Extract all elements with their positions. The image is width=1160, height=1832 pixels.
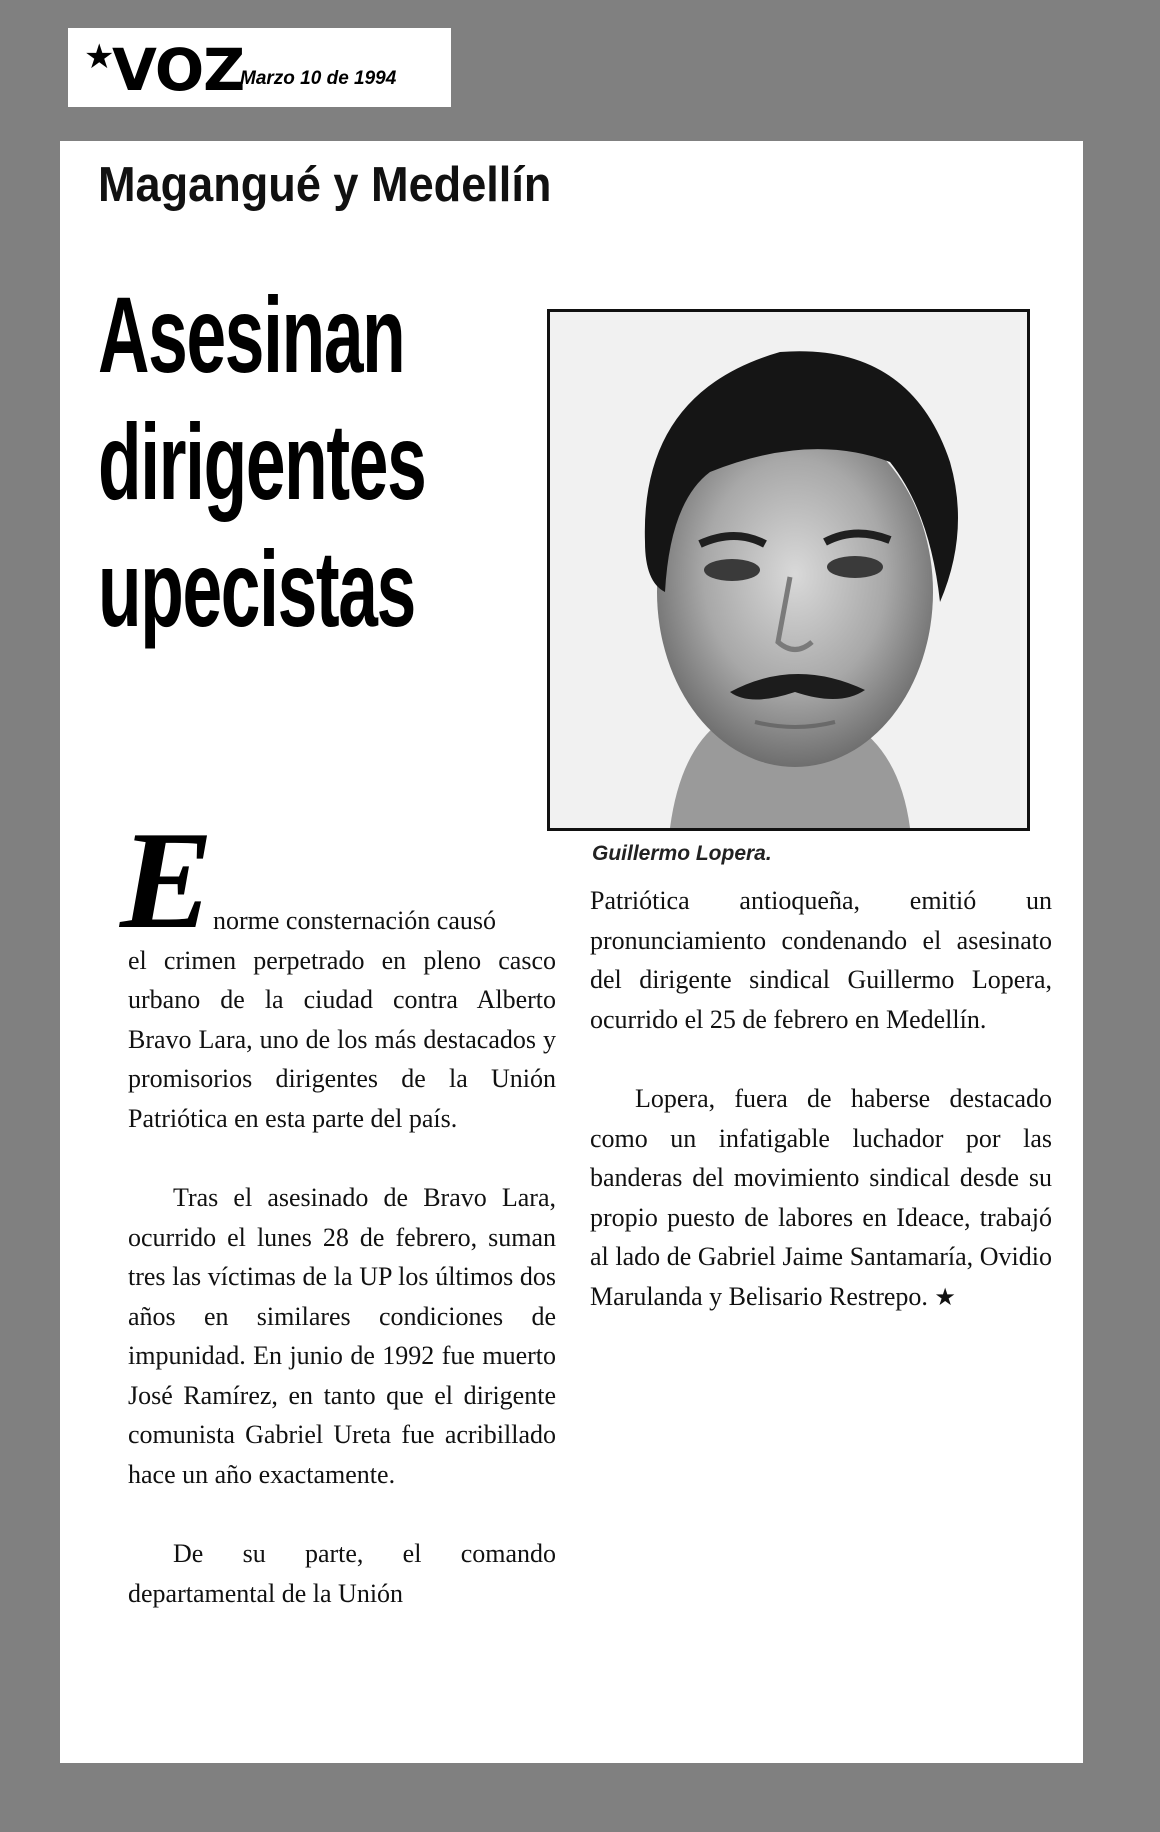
star-icon: ★ <box>84 37 115 77</box>
article-clipping <box>60 141 1083 1763</box>
article-kicker: Magangué y Medellín <box>98 158 552 212</box>
paragraph <box>590 1079 1052 1317</box>
article-headline <box>98 271 426 652</box>
masthead <box>68 28 451 107</box>
portrait-photo <box>547 309 1030 831</box>
headline-line: upecistas <box>98 528 415 649</box>
paragraph-text: Lopera, fuera de haberse destacado como un infatigable luchador por las banderas del movimiento sindical desde su propio puesto de labores en Ideace, trabajó al lado de Gabriel Jaime Santamaría, Ovidio Marulanda y Belisario Restrepo. <box>590 1084 1052 1311</box>
article-column-right <box>590 881 1052 1357</box>
article-column-left <box>128 901 556 1653</box>
headline-line: dirigentes <box>98 401 426 522</box>
paragraph: Patriótica antioqueña, emitió un pronunciamiento condenando el asesinato del dirigente sindical Guillermo Lopera, ocurrido el 25 de febrero en Medellín. <box>590 886 1052 1034</box>
photo-caption: Guillermo Lopera. <box>592 842 772 865</box>
portrait-image <box>550 312 1027 828</box>
paragraph-text: el crimen perpetrado en pleno casco urbano de la ciudad contra Alberto Bravo Lara, uno de los más destacados y promisorios dirigentes de la Unión Patriótica en esta parte del país. <box>128 945 556 1133</box>
publication-date: Marzo 10 de 1994 <box>240 68 397 89</box>
paragraph-lead-line: norme consternación causó <box>213 906 497 935</box>
paragraph: Tras el asesinado de Bravo Lara, ocurrido el lunes 28 de febrero, suman tres las víctimas de la UP los últimos dos años en similares condiciones de impunidad. En junio de 1992 fue muerto José Ramírez, en tanto que el dirigente comunista Gabriel Ureta fue acribillado hace un año exactamente. <box>128 1183 556 1489</box>
paragraph: De su parte, el comando departamental de la Unión <box>128 1539 556 1608</box>
headline-line: Asesinan <box>98 274 405 395</box>
newspaper-name: VOZ <box>112 36 245 104</box>
paragraph <box>128 901 556 1138</box>
drop-cap: E <box>120 803 214 958</box>
end-star-icon: ★ <box>934 1282 956 1311</box>
